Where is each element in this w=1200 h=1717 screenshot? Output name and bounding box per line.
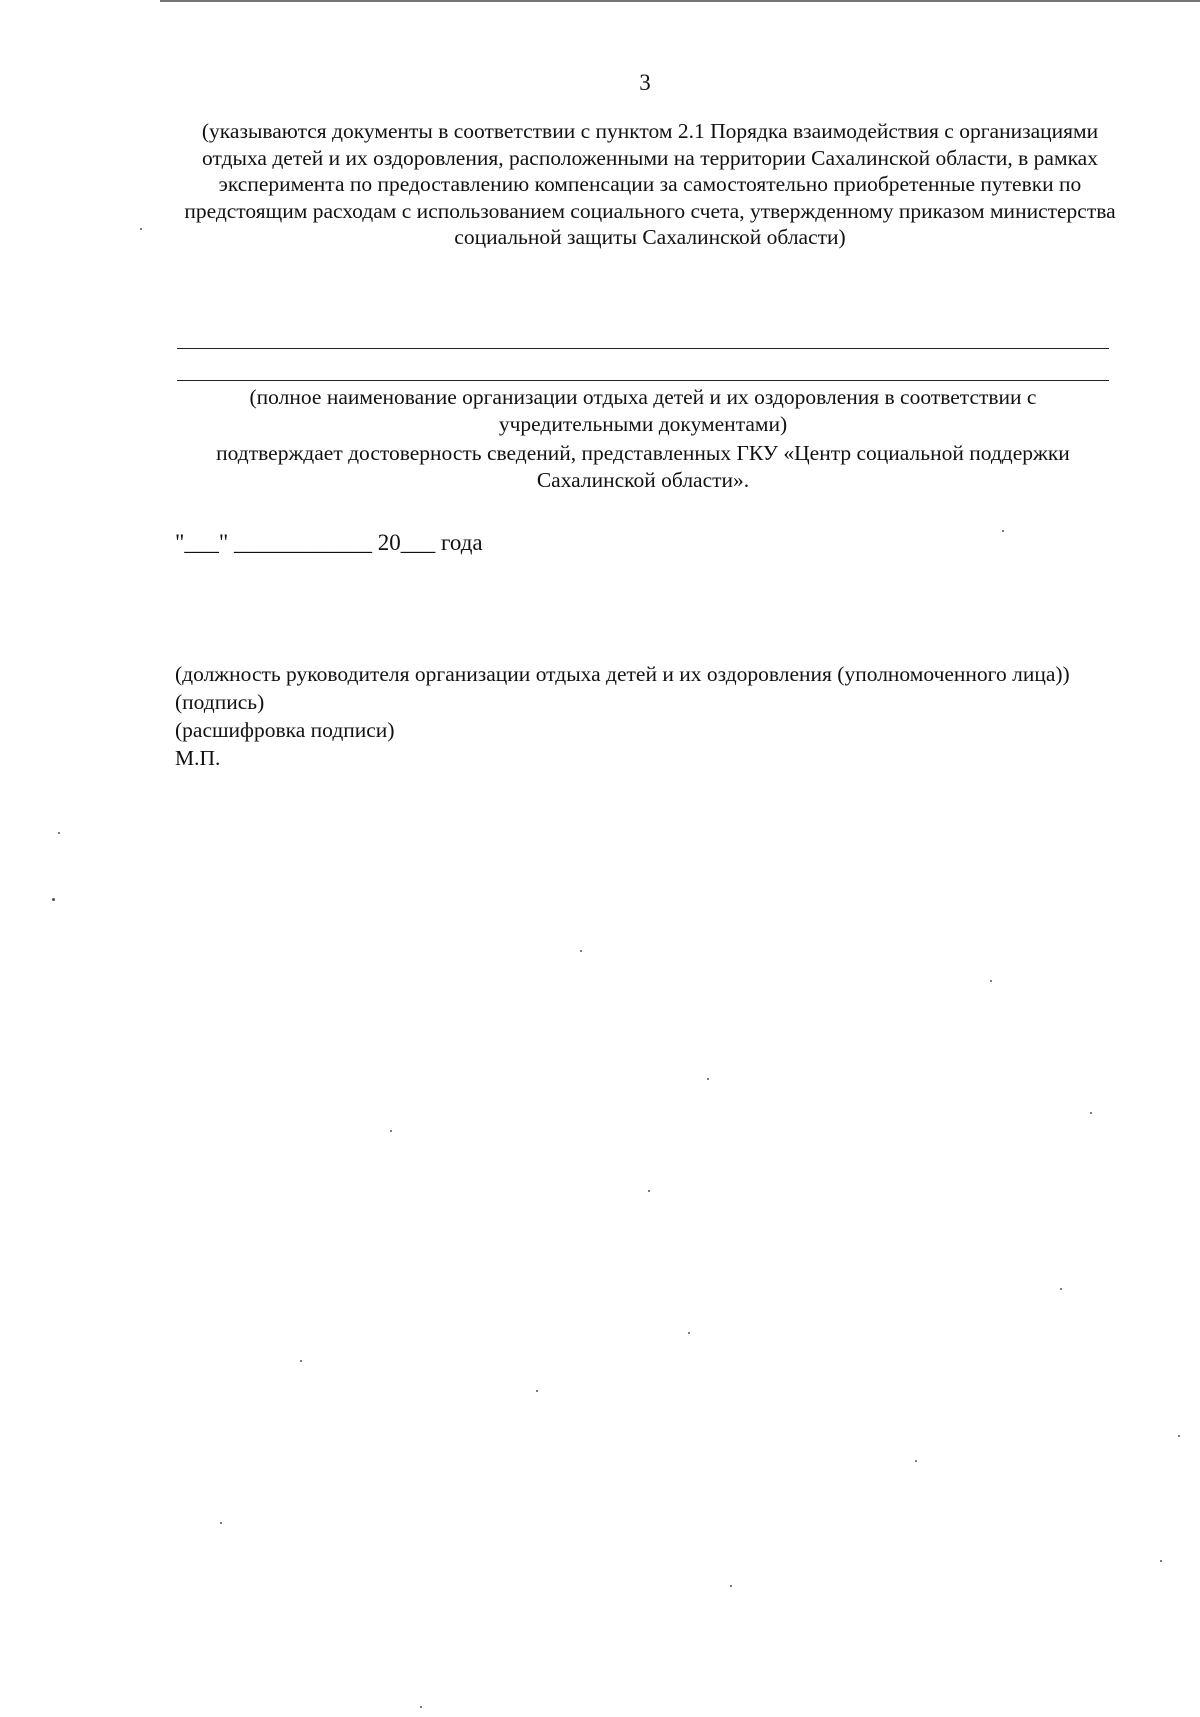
signature-caption: (подпись): [175, 690, 265, 714]
scan-speck: [580, 950, 582, 952]
scan-speck: [730, 1585, 732, 1587]
scan-speck: [140, 228, 142, 230]
scan-speck: [648, 1190, 650, 1192]
scan-speck: [420, 1706, 422, 1708]
scan-speck: [915, 1460, 917, 1462]
scan-speck: [1002, 530, 1004, 532]
scan-top-edge: [160, 0, 1200, 2]
scan-speck: [58, 832, 60, 834]
org-name-line-1: [177, 348, 1109, 349]
signature-block: [175, 660, 1135, 772]
scan-speck: [52, 898, 55, 901]
position-caption: (должность руководителя организации отдыха детей и их оздоровления (уполномоченного лица)): [175, 662, 1070, 686]
stamp-mark: М.П.: [175, 746, 221, 770]
scan-speck: [990, 980, 992, 982]
scan-speck: [220, 1522, 222, 1524]
scan-speck: [1178, 1435, 1180, 1437]
scan-speck: [707, 1078, 709, 1080]
scan-speck: [390, 1130, 392, 1132]
scan-speck: [688, 1332, 690, 1334]
scan-speck: [1060, 1288, 1062, 1290]
documents-note: (указываются документы в соответствии с пунктом 2.1 Порядка взаимодействия с организациями отдыха детей и их оздоровления, расположенными на территории Сахалинской области, в рамках эксперимента по предоставлению компенсации за самостоятельно приобретенные путевки по предстоящим расходам с использованием социального счета, утвержденному приказом министерства социальной защиты Сахалинской области): [184, 119, 1116, 249]
page-number: 3: [639, 70, 651, 95]
org-name-caption: (полное наименование организации отдыха детей и их оздоровления в соответствии с учредительными документами): [249, 385, 1037, 436]
org-name-line-2: [177, 380, 1109, 381]
scan-speck: [536, 1390, 538, 1392]
scan-speck: [300, 1360, 302, 1362]
date-line: "___" ____________ 20___ года: [175, 530, 483, 555]
scan-speck: [1090, 1112, 1092, 1114]
signature-transcript-caption: (расшифровка подписи): [175, 718, 395, 742]
confirmation-text: подтверждает достоверность сведений, представленных ГКУ «Центр социальной поддержки Сахалинской области».: [216, 441, 1070, 492]
scan-speck: [1160, 1560, 1162, 1562]
